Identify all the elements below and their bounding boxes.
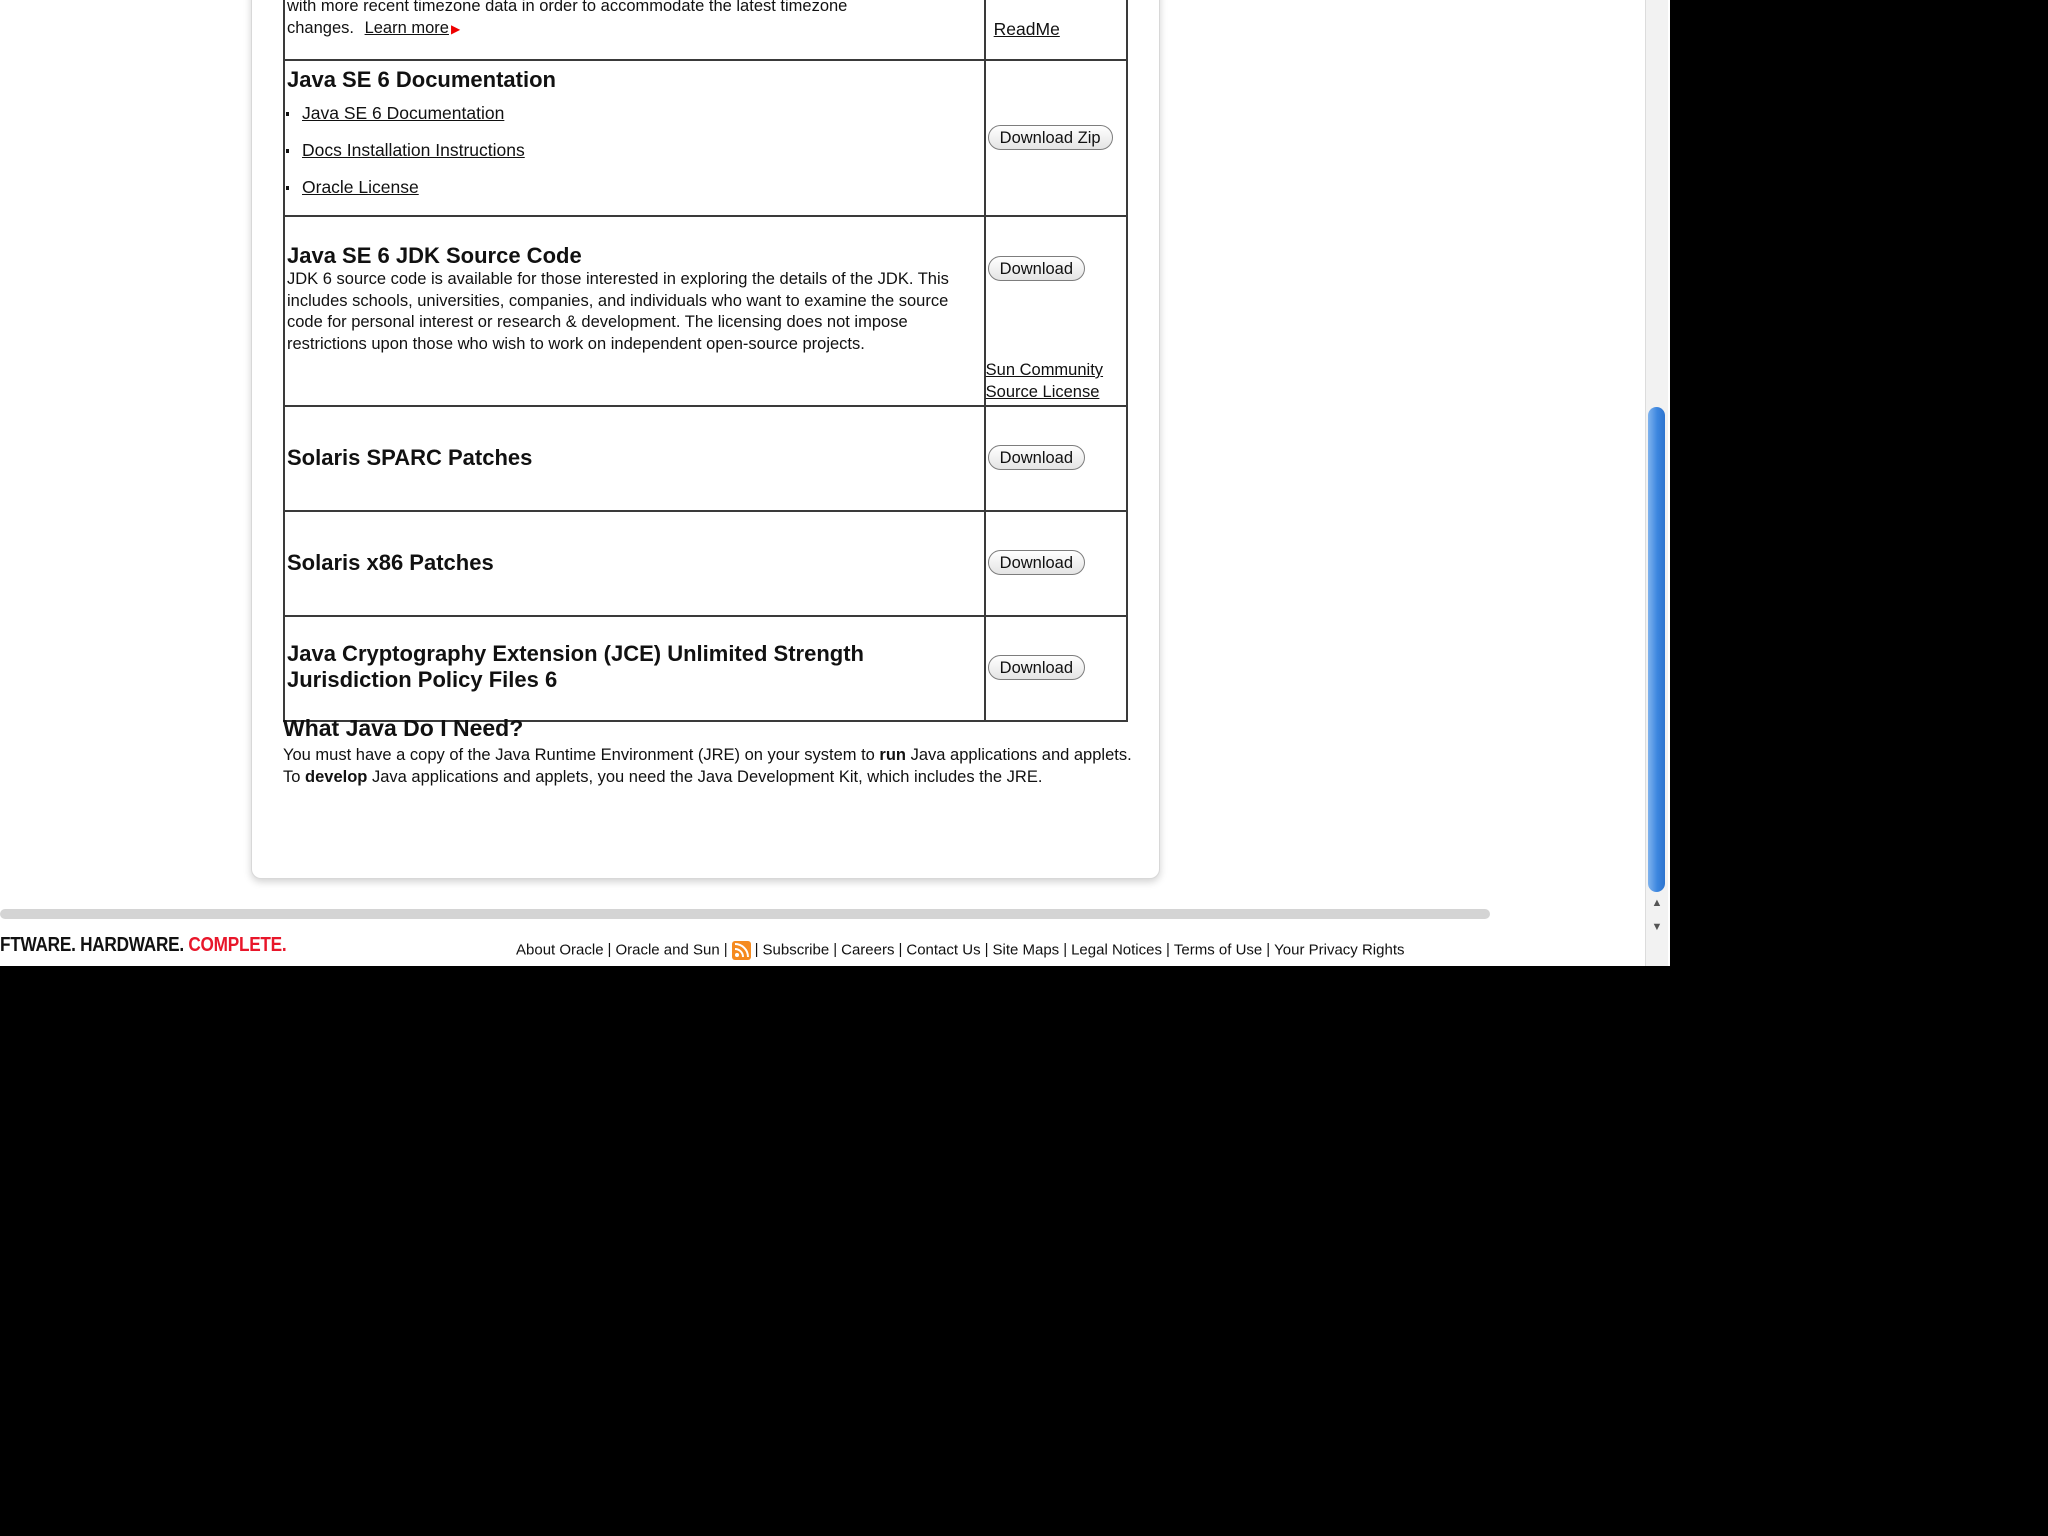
source-code-description: JDK 6 source code is available for those interested in exploring the details of the JDK. This includes schools, universities, companies, and individuals who want to examine the source code for personal interest or research & development. The licensing does not impose restrictions upon those who wish to work on independent open-source projects. (287, 270, 949, 353)
timezone-text-line1: with more recent timezone data in order to accommodate the latest timezone (287, 0, 848, 15)
docs-link-list (285, 95, 984, 206)
table-row (284, 616, 1127, 721)
jce-title: Java Cryptography Extension (JCE) Unlimited Strength Jurisdiction Policy Files 6 (287, 641, 864, 692)
horizontal-scrollbar[interactable] (0, 909, 1490, 919)
paragraph-text: Java applications and applets, you need the Java Development Kit, which includes the JRE. (367, 767, 1043, 786)
emphasis-run: run (879, 746, 907, 764)
page-footer (0, 928, 1660, 966)
timezone-row-description (284, 0, 985, 60)
rss-icon[interactable] (732, 941, 751, 960)
readme-link[interactable]: ReadMe (993, 19, 1060, 39)
docs-row-actions (985, 60, 1127, 216)
sparc-row-description (284, 406, 985, 511)
x86-row-description (284, 511, 985, 616)
jce-row-actions (985, 616, 1127, 721)
docs-install-instructions-link[interactable]: Docs Installation Instructions (302, 140, 525, 160)
footer-link-privacy-rights[interactable]: Your Privacy Rights (1274, 941, 1405, 959)
sun-community-license-link[interactable]: Sun Community Source License (985, 361, 1104, 401)
footer-links: About Oracle | Oracle and Sun | | Subscribe | Careers | Contact Us | Site Maps | Legal Notices | Terms of Use | Your Privacy Rights (516, 941, 1405, 959)
source-row-description (284, 216, 985, 406)
emphasis-develop: develop (305, 767, 368, 786)
footer-link-subscribe[interactable]: Subscribe (762, 941, 830, 959)
source-download-button[interactable]: Download (988, 256, 1085, 281)
docs-row-description (284, 60, 985, 216)
footer-link-site-maps[interactable]: Site Maps (992, 941, 1060, 959)
table-row (284, 0, 1127, 60)
paragraph-text: Java applications and applets. To (283, 746, 1132, 786)
table-row (284, 406, 1127, 511)
jce-download-button[interactable]: Download (988, 655, 1085, 680)
footer-link-oracle-and-sun[interactable]: Oracle and Sun (615, 941, 720, 959)
vertical-scrollbar-thumb[interactable] (1648, 407, 1665, 892)
footer-link-terms-of-use[interactable]: Terms of Use (1173, 941, 1263, 959)
scroll-up-arrow-icon[interactable]: ▲ (1651, 897, 1663, 909)
x86-patches-title: Solaris x86 Patches (287, 550, 494, 575)
tagline-text: FTWARE. HARDWARE. (0, 934, 189, 956)
source-code-title: Java SE 6 JDK Source Code (287, 243, 582, 268)
footer-link-about-oracle[interactable]: About Oracle (516, 941, 604, 959)
what-java-section (283, 713, 1138, 788)
sparc-patches-title: Solaris SPARC Patches (287, 445, 533, 470)
download-zip-button[interactable]: Download Zip (988, 125, 1113, 150)
jce-row-description (284, 616, 985, 721)
what-java-paragraph (283, 745, 1138, 788)
timezone-text-line2: changes. (287, 18, 354, 37)
list-item (285, 95, 984, 132)
list-item (285, 169, 984, 206)
java-se6-docs-link[interactable]: Java SE 6 Documentation (302, 103, 505, 123)
sparc-download-button[interactable]: Download (988, 445, 1085, 470)
oracle-license-link[interactable]: Oracle License (302, 177, 419, 197)
table-row (284, 216, 1127, 406)
table-row (284, 511, 1127, 616)
timezone-row-actions (985, 0, 1127, 60)
sparc-row-actions (985, 406, 1127, 511)
list-item (285, 132, 984, 169)
what-java-heading: What Java Do I Need? (283, 715, 524, 741)
downloads-table (283, 0, 1128, 722)
footer-link-careers[interactable]: Careers (841, 941, 895, 959)
learn-more-link[interactable]: Learn more (364, 18, 449, 37)
arrow-right-icon: ▶ (450, 21, 461, 36)
scroll-down-arrow-icon[interactable]: ▼ (1651, 921, 1663, 933)
source-row-actions (985, 216, 1127, 406)
oracle-tagline (0, 934, 286, 957)
x86-row-actions (985, 511, 1127, 616)
table-row (284, 60, 1127, 216)
paragraph-text: You must have a copy of the Java Runtime Environment (JRE) on your system to (283, 746, 880, 764)
docs-title: Java SE 6 Documentation (287, 67, 556, 92)
tagline-complete: COMPLETE. (188, 934, 287, 956)
footer-link-legal-notices[interactable]: Legal Notices (1071, 941, 1162, 959)
footer-link-contact-us[interactable]: Contact Us (906, 941, 981, 959)
downloads-panel (251, 0, 1160, 879)
x86-download-button[interactable]: Download (988, 550, 1085, 575)
